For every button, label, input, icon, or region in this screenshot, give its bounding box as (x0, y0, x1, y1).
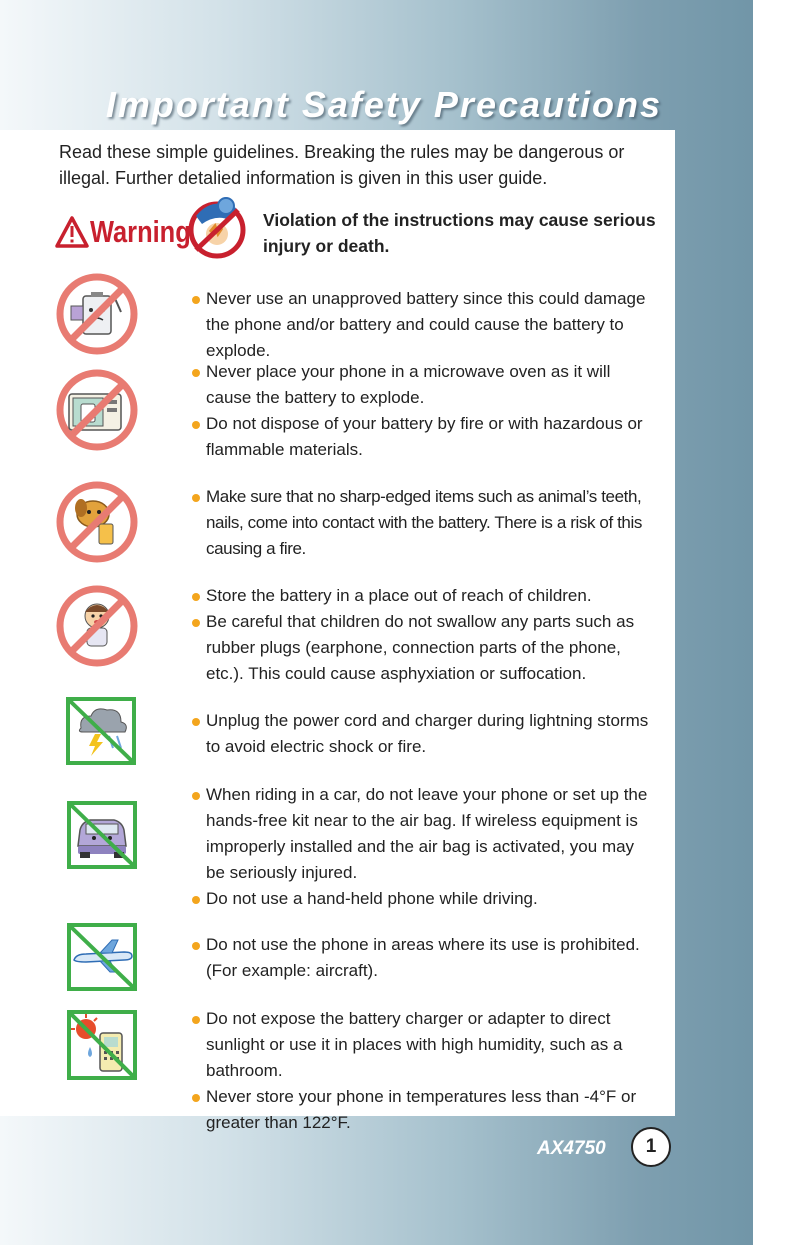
section-4 (190, 583, 650, 687)
lightning-storm-icon (65, 696, 137, 766)
section-6 (190, 782, 650, 912)
car-airbag-icon (66, 800, 138, 870)
airplane-icon (66, 922, 138, 992)
bullet-text: Unplug the power cord and charger during lightning storms to avoid electric shock or fire. (190, 708, 650, 760)
bullet-text: Never store your phone in temperatures less than -4°F or greater than 122°F. (190, 1084, 650, 1136)
page-title: Important Safety Precautions (105, 84, 662, 125)
sun-humidity-icon (66, 1009, 138, 1081)
model-name: AX4750 (537, 1138, 606, 1159)
dog-chewing-icon (55, 480, 139, 564)
bullet-text: Do not use a hand-held phone while driving. (190, 886, 650, 912)
bullet-text: Do not use the phone in areas where its use is prohibited. (For example: aircraft). (190, 932, 650, 984)
bullet-text: Never use an unapproved battery since this could damage the phone and/or battery and could cause the battery to explode. (190, 286, 650, 364)
bullet-text: Store the battery in a place out of reach of children. (190, 583, 650, 609)
unapproved-battery-icon (55, 272, 139, 356)
bullet-text: Be careful that children do not swallow any parts such as rubber plugs (earphone, connection parts of the phone, etc.). This could cause asphyxiation or suffocation. (190, 609, 650, 687)
page-margin (753, 0, 808, 1245)
child-icon (55, 584, 139, 668)
section-1 (190, 286, 650, 364)
bullet-text: Do not expose the battery charger or adapter to direct sunlight or use it in places with high humidity, such as a bathroom. (190, 1006, 650, 1084)
bullet-text: Do not dispose of your battery by fire or with hazardous or flammable materials. (190, 411, 650, 463)
page-number: 1 (631, 1127, 671, 1167)
bullet-text: When riding in a car, do not leave your phone or set up the hands-free kit near to the air bag. If wireless equipment is improperly installed and the air bag is activated, you may be seriously injured. (190, 782, 650, 886)
intro-text: Read these simple guidelines. Breaking the rules may be dangerous or illegal. Further detalied information is given in this user guide. (59, 142, 625, 188)
bullet-text: Never place your phone in a microwave oven as it will cause the battery to explode. (190, 359, 650, 411)
section-7 (190, 932, 650, 984)
microwave-icon (55, 368, 139, 452)
section-5 (190, 708, 650, 760)
section-2 (190, 359, 650, 463)
section-3 (190, 484, 650, 562)
section-8 (190, 1006, 650, 1136)
bullet-text: Make sure that no sharp-edged items such as animal’s teeth, nails, come into contact with the battery. There is a risk of this causing a fire. (190, 484, 650, 562)
warning-character-icon (182, 192, 252, 262)
warning-message: Violation of the instructions may cause serious injury or death. (263, 210, 656, 256)
warning-label: Warning (90, 214, 191, 249)
